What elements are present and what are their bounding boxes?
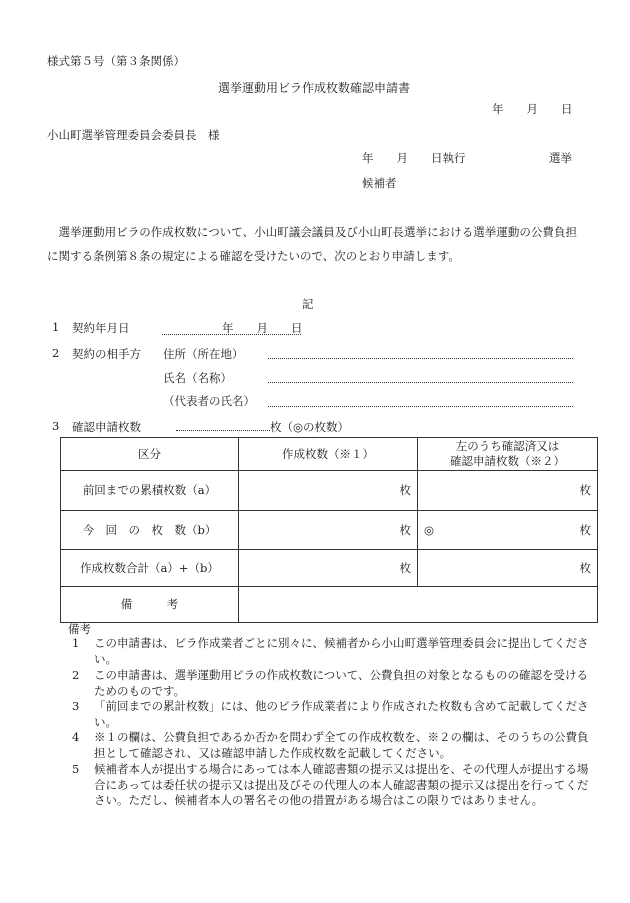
confirmed-cell[interactable]: 枚 — [418, 550, 598, 587]
row-label: 前回までの累積枚数（a） — [61, 471, 239, 511]
header-category: 区分 — [61, 438, 239, 471]
candidate-label: 候補者 — [362, 176, 397, 190]
application-date: 年 月 日 — [492, 102, 573, 116]
contract-date: 年 月 日 — [222, 321, 303, 335]
representative-label: （代表者の氏名） — [163, 394, 255, 408]
note-number: 1 — [72, 636, 80, 650]
item2-number: 2 — [52, 346, 60, 360]
item1-label: 契約年月日 — [72, 321, 130, 335]
row-label: 備 考 — [61, 587, 239, 623]
name-label: 氏名（名称） — [163, 371, 232, 385]
header-created: 作成枚数（※１） — [239, 438, 418, 471]
item1-number: 1 — [52, 320, 60, 334]
item2-label: 契約の相手方 — [72, 347, 141, 361]
address-label: 住所（所在地） — [163, 347, 244, 361]
sheet-unit: 枚 — [579, 522, 591, 537]
remarks-cell[interactable] — [239, 587, 598, 623]
address-field[interactable] — [268, 358, 573, 359]
item3-label: 確認申請枚数 — [72, 420, 141, 434]
created-cell[interactable]: 枚 — [239, 550, 418, 587]
form-number: 様式第５号（第３条関係） — [47, 54, 185, 68]
count-table — [60, 437, 598, 623]
note-text: この申請書は、選挙運動用ビラの作成枚数について、公費負担の対象となるものの確認を受けるためのものです。 — [94, 668, 589, 698]
table-row — [61, 471, 598, 511]
table-row — [61, 587, 598, 623]
note-text: この申請書は、ビラ作成業者ごとに別々に、候補者から小山町選挙管理委員会に提出してください。 — [94, 636, 589, 666]
note-text: ※１の欄は、公費負担であるか否かを問わず全ての作成枚数を、※２の欄は、そのうちの公費負担として確認され、又は確認申請した作成枚数を記載してください。 — [94, 730, 589, 760]
created-cell[interactable]: 枚 — [239, 471, 418, 511]
note-text: 「前回までの累計枚数」には、他のビラ作成業者により作成された枚数も含めて記載してください。 — [94, 699, 589, 729]
table-row — [61, 550, 598, 587]
note-number: 3 — [72, 699, 80, 713]
sheet-count-field[interactable] — [176, 430, 270, 431]
item3-number: 3 — [52, 419, 60, 433]
note-text: 候補者本人が提出する場合にあっては本人確認書類の提示又は提出を、その代理人が提出する場合にあっては委任状の提示又は提出及びその代理人の本人確認書類の提示又は提出を行ってください。ただし、候補者本人の署名その他の措置がある場合はこの限りではありません。 — [94, 762, 589, 807]
notes-heading: 備考 — [68, 622, 91, 636]
double-circle-mark: ◎ — [424, 522, 435, 537]
election-name: 選挙 — [549, 151, 572, 165]
name-field[interactable] — [268, 382, 573, 383]
header-confirmed-line2: 確認申請枚数（※２） — [450, 454, 565, 468]
confirmed-cell[interactable] — [418, 511, 598, 550]
election-date: 年 月 日執行 — [362, 151, 466, 165]
created-cell[interactable]: 枚 — [239, 511, 418, 550]
header-confirmed-line1: 左のうち確認済又は — [455, 439, 560, 454]
row-label: 作成枚数合計（a）+（b） — [61, 550, 239, 587]
confirmed-cell[interactable]: 枚 — [418, 471, 598, 511]
table-row — [61, 511, 598, 550]
document-title: 選挙運動用ビラ作成枚数確認申請書 — [218, 81, 411, 95]
body-text: 選挙運動用ビラの作成枚数について、小山町議会議員及び小山町長選挙における選挙運動の公費負担に関する条例第８条の規定による確認を受けたいので、次のとおり申請します。 — [47, 225, 577, 263]
note-number: 5 — [72, 762, 80, 776]
representative-field[interactable] — [268, 406, 573, 407]
item3-suffix: 枚（◎の枚数） — [270, 420, 350, 434]
note-number: 4 — [72, 730, 80, 744]
note-number: 2 — [72, 668, 80, 682]
row-label: 今 回 の 枚 数（b） — [61, 511, 239, 550]
addressee: 小山町選挙管理委員会委員長 様 — [47, 128, 220, 142]
ki-heading: 記 — [302, 297, 314, 311]
header-confirmed — [418, 438, 598, 471]
